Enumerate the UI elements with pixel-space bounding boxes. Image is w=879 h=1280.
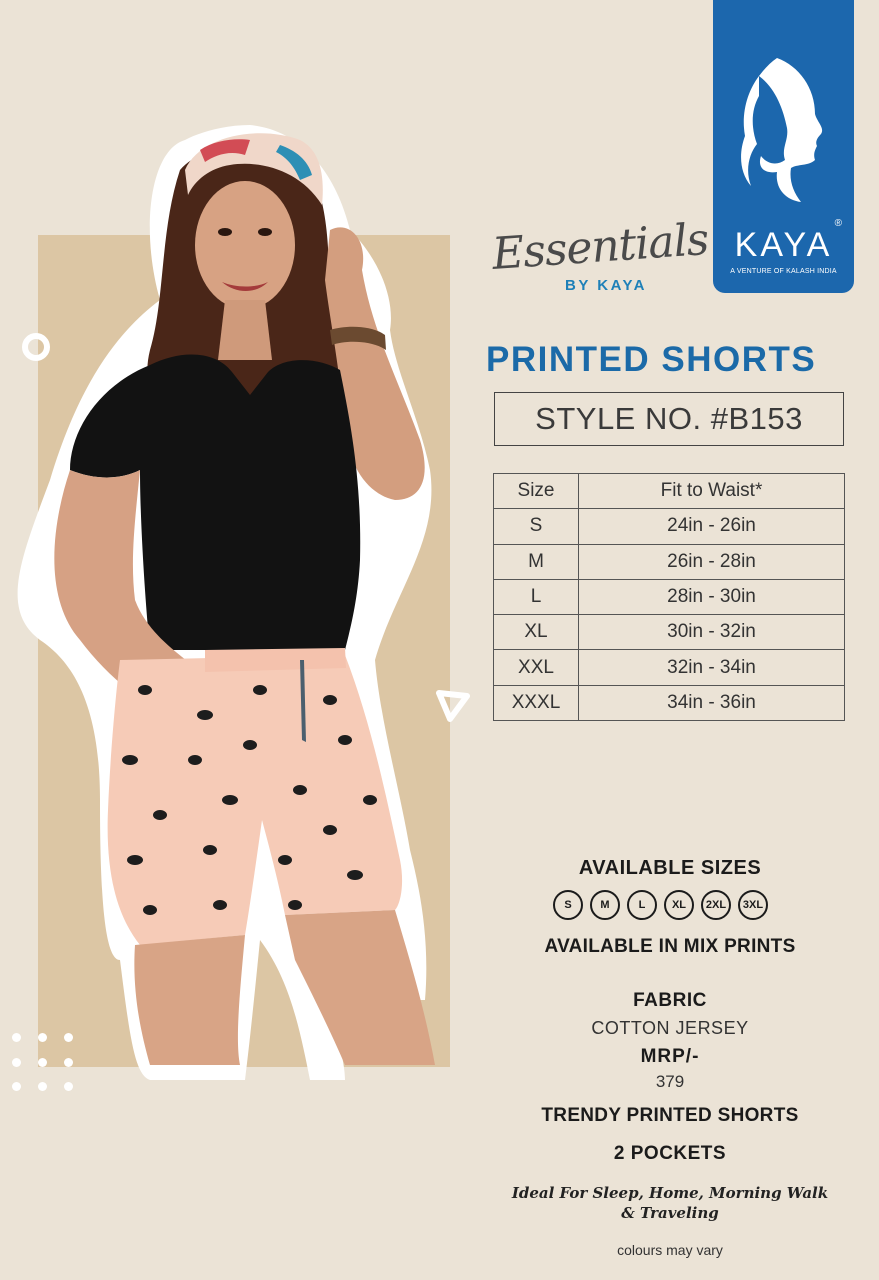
- colour-disclaimer: colours may vary: [617, 1242, 723, 1258]
- available-sizes-heading: AVAILABLE SIZES: [578, 857, 762, 879]
- table-row: [494, 579, 845, 614]
- size-cell: L: [494, 579, 579, 614]
- size-chart-table: [493, 473, 845, 721]
- waist-cell: 28in - 30in: [579, 579, 845, 614]
- waist-cell: 34in - 36in: [579, 685, 845, 720]
- size-column-header: Size: [494, 474, 579, 509]
- feature-trendy: TRENDY PRINTED SHORTS: [541, 1105, 799, 1126]
- registered-mark: ®: [834, 218, 842, 229]
- fabric-heading: FABRIC: [633, 990, 707, 1011]
- size-cell: S: [494, 509, 579, 544]
- table-row: [494, 615, 845, 650]
- table-row: [494, 650, 845, 685]
- size-cell: XL: [494, 615, 579, 650]
- ideal-line-1: Ideal For Sleep, Home, Morning Walk: [511, 1184, 829, 1202]
- size-chip: S: [553, 890, 583, 920]
- table-row: [494, 509, 845, 544]
- table-header-row: [494, 474, 845, 509]
- size-chip: XL: [664, 890, 694, 920]
- size-chip: L: [627, 890, 657, 920]
- size-cell: XXL: [494, 650, 579, 685]
- size-cell: XXXL: [494, 685, 579, 720]
- ideal-line-2: & Traveling: [621, 1204, 719, 1222]
- size-chip-list: [553, 890, 768, 920]
- size-chip: 2XL: [701, 890, 731, 920]
- woman-profile-icon: [737, 52, 832, 217]
- size-cell: M: [494, 544, 579, 579]
- mrp-value: 379: [655, 1072, 685, 1091]
- kaya-logo-badge: [713, 0, 854, 293]
- collection-byline: BY KAYA: [565, 277, 647, 294]
- mix-prints-note: AVAILABLE IN MIX PRINTS: [544, 936, 796, 957]
- waist-cell: 26in - 28in: [579, 544, 845, 579]
- waist-cell: 30in - 32in: [579, 615, 845, 650]
- waist-cell: 32in - 34in: [579, 650, 845, 685]
- product-title: PRINTED SHORTS: [486, 340, 817, 379]
- brand-wordmark: KAYA: [734, 226, 833, 264]
- waist-cell: 24in - 26in: [579, 509, 845, 544]
- size-chip: M: [590, 890, 620, 920]
- table-row: [494, 544, 845, 579]
- size-chip: 3XL: [738, 890, 768, 920]
- mrp-heading: MRP/-: [640, 1046, 700, 1067]
- ideal-for-text: [470, 1183, 870, 1223]
- table-row: [494, 685, 845, 720]
- fabric-value: COTTON JERSEY: [591, 1018, 749, 1038]
- brand-tagline: A VENTURE OF KALASH INDIA: [730, 268, 837, 275]
- feature-pockets: 2 POCKETS: [613, 1143, 727, 1164]
- collection-name: Essentials: [490, 213, 710, 280]
- style-number: STYLE NO. #B153: [494, 392, 844, 446]
- waist-column-header: Fit to Waist*: [579, 474, 845, 509]
